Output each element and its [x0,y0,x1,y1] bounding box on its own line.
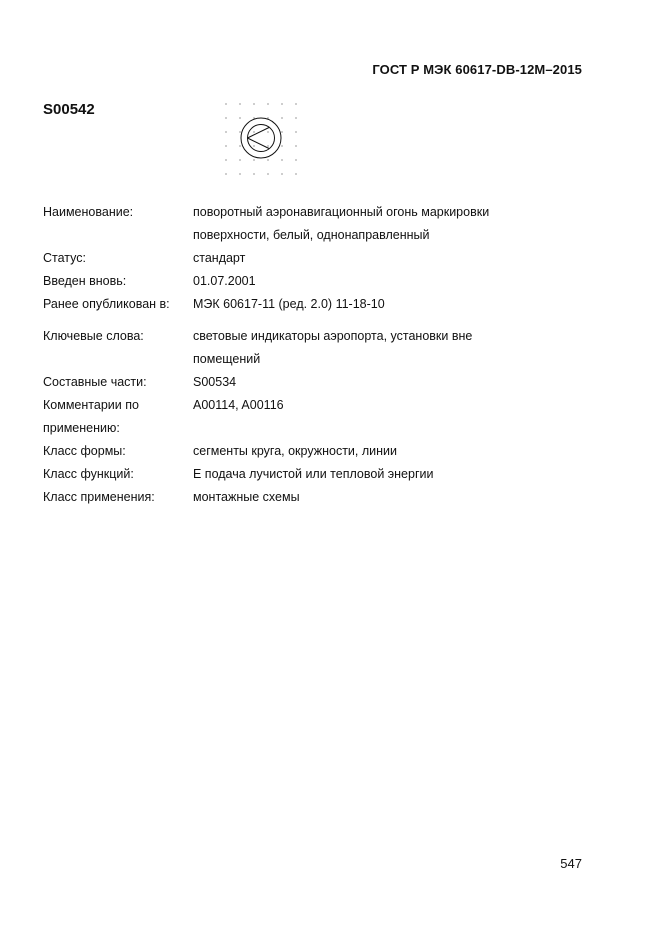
field-label: Введен вновь: [43,274,127,288]
grid-dot [225,103,226,104]
field-value: стандарт [193,251,246,265]
grid-dot [295,173,296,174]
field-status [43,247,563,270]
field-label: Ранее опубликован в: [43,297,170,311]
field-value-line: поворотный аэронавигационный огонь маркировки [193,205,490,219]
field-label: Класс функций: [43,467,134,481]
grid-dot [267,159,268,160]
grid-dot [295,103,296,104]
field-value: S00534 [193,375,237,389]
grid-dot [239,173,240,174]
field-label-line: Комментарии по [43,398,139,412]
grid-dot [281,117,282,118]
grid-dot [239,103,240,104]
grid-dot [295,159,296,160]
document-header: ГОСТ Р МЭК 60617-DB-12M–2015 [372,62,582,77]
grid-dot [253,173,254,174]
field-shape-class [43,440,563,463]
field-value: МЭК 60617-11 (ред. 2.0) 11-18-10 [193,297,385,311]
grid-dot [281,145,282,146]
field-label: Класс применения: [43,490,155,504]
field-value [193,201,563,247]
field-label: Составные части: [43,375,147,389]
field-label: Наименование: [43,205,134,219]
field-label: Ключевые слова: [43,329,144,343]
grid-dot [267,131,268,132]
grid-dot [239,131,240,132]
field-value [193,325,563,371]
grid-dot [267,117,268,118]
grid-dot [225,145,226,146]
rotating-light-symbol-icon [222,100,300,178]
grid-dot [239,117,240,118]
grid-dot [225,173,226,174]
field-value-line: поверхности, белый, однонаправленный [193,228,430,242]
grid-dot [239,159,240,160]
field-value: E подача лучистой или тепловой энергии [193,467,434,481]
field-label [43,394,193,440]
field-components [43,371,563,394]
field-value: 01.07.2001 [193,274,256,288]
field-previously-published [43,293,563,316]
grid-dot [281,173,282,174]
field-value: сегменты круга, окружности, линии [193,444,397,458]
field-name [43,201,563,247]
grid-dot [239,145,240,146]
grid-dot [225,117,226,118]
field-application-notes [43,394,563,440]
symbol-attributes [43,201,563,509]
field-value: A00114, A00116 [193,398,284,412]
field-label-line: применению: [43,421,120,435]
grid-dot [267,145,268,146]
grid-dot [281,159,282,160]
field-introduced [43,270,563,293]
field-application-class [43,486,563,509]
grid-dot [295,145,296,146]
symbol-code: S00542 [43,101,95,118]
field-label: Класс формы: [43,444,126,458]
field-value-line: помещений [193,352,261,366]
field-label: Статус: [43,251,86,265]
page-number: 547 [560,856,582,871]
grid-dot [267,173,268,174]
grid-dot [253,145,254,146]
grid-dot [295,117,296,118]
grid-dot [253,103,254,104]
grid-dot [267,103,268,104]
grid-dot [281,103,282,104]
grid-dot [225,131,226,132]
field-function-class [43,463,563,486]
field-value: монтажные схемы [193,490,300,504]
grid-dot [253,117,254,118]
grid-dot [253,159,254,160]
grid-dot [295,131,296,132]
field-value-line: световые индикаторы аэропорта, установки вне [193,329,473,343]
grid-dot [225,159,226,160]
grid-dot [253,131,254,132]
grid-dot [281,131,282,132]
field-keywords [43,325,563,371]
